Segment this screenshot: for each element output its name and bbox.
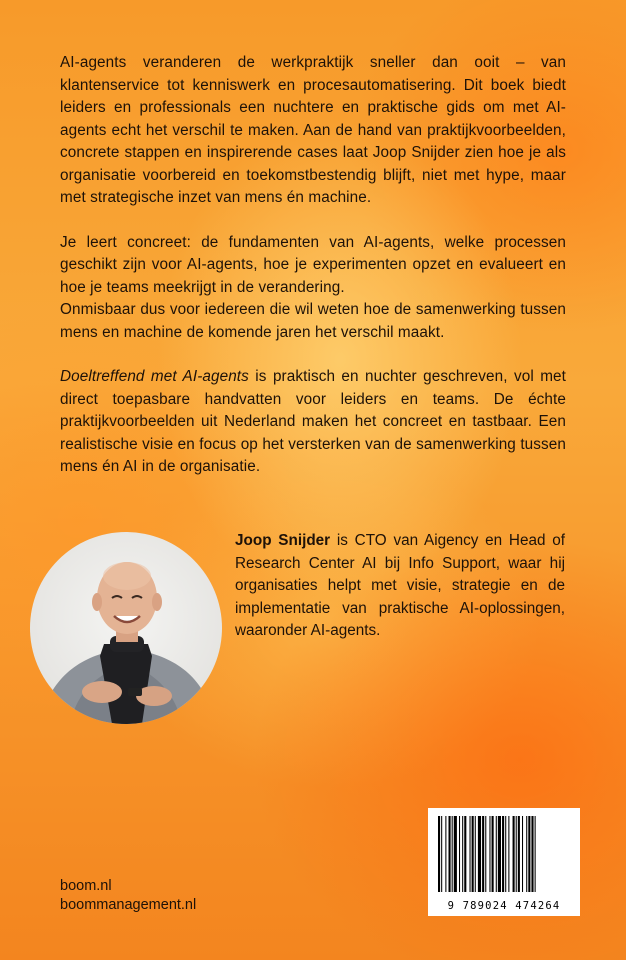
author-bio [235,530,565,643]
barcode-bar [522,816,523,892]
book-title-italic: Doeltreffend met AI-agents [60,368,249,385]
author-portrait [30,532,222,724]
back-cover-blurb [60,52,566,501]
barcode-bar [513,816,515,892]
barcode-bar [482,816,484,892]
barcode-bar [496,816,497,892]
author-bio-text: is CTO van Aigency en Head of Research Center AI bij Info Support, waar hij organisaties helpt met visie, strategie en de implementatie van praktische AI-oplossingen, waaronder AI-agents. [235,532,566,639]
barcode-bar [462,816,463,892]
barcode-bar [518,816,520,892]
barcode-bar [454,816,457,892]
blurb-paragraph-4 [60,366,566,479]
barcode-bar [449,816,451,892]
barcode-bar [452,816,453,892]
publisher-links [60,877,196,915]
publisher-site-link[interactable]: boom.nl [60,878,112,894]
barcode-bar [498,816,501,892]
barcode-bar [464,816,466,892]
barcode-bar [459,816,460,892]
barcode-bar [502,816,504,892]
barcode-bar [492,816,494,892]
barcode-bar [441,816,442,892]
barcode-bar [489,816,490,892]
barcode-bar [445,816,446,892]
barcode-bar [475,816,476,892]
barcode-bar [526,816,527,892]
blurb-paragraph-3: Onmisbaar dus voor iedereen die wil weten hoe de samenwerking tussen mens en machine de komende jaren het verschil maakt. [60,301,566,341]
barcode-bar [516,816,517,892]
barcode-bar [535,816,536,892]
blurb-paragraph-1: AI-agents veranderen de werkpraktijk sneller dan ooit – van klantenservice tot kenniswerk en procesautomatisering. Dit boek biedt leiders en professionals een nuchtere en praktische gids om met AI-agents echt het verschil te maken. Aan de hand van praktijkvoorbeelden, concrete stappen en inspirerende cases laat Joop Snijder zien hoe je als organisatie voorbereid en toekomstbestendig blijft, niet met hype, maar met strategische inzet van mens én machine. [60,54,566,206]
barcode-bar [485,816,486,892]
barcode-bar [528,816,530,892]
barcode-bar [505,816,506,892]
author-name: Joop Snijder [235,532,331,549]
blurb-paragraph-2: Je leert concreet: de fundamenten van AI-agents, welke processen geschikt zijn voor AI-agents, hoe je experimenten opzet en evalueert en hoe je teams meekrijgt in de verandering. [60,233,566,296]
isbn-number: 9 789024 474264 [447,900,561,912]
barcode-bar [470,816,471,892]
barcode-bar [508,816,509,892]
blurb-paragraph-4-text: is praktisch en nuchter geschreven, vol met direct toepasbare handvatten voor leiders en teams. De échte praktijkvoorbeelden uit Nederland maken het concreet en tastbaar. Een realistische visie en focus op het versterken van de samenwerking tussen mens én AI in de organisatie. [60,368,566,475]
barcode-bar [478,816,481,892]
barcode-bar [438,816,440,892]
isbn-barcode [428,808,580,916]
barcode-bars [428,808,580,898]
barcode-bar [472,816,474,892]
barcode-bar [531,816,533,892]
publisher-management-link[interactable]: boommanagement.nl [60,897,197,913]
